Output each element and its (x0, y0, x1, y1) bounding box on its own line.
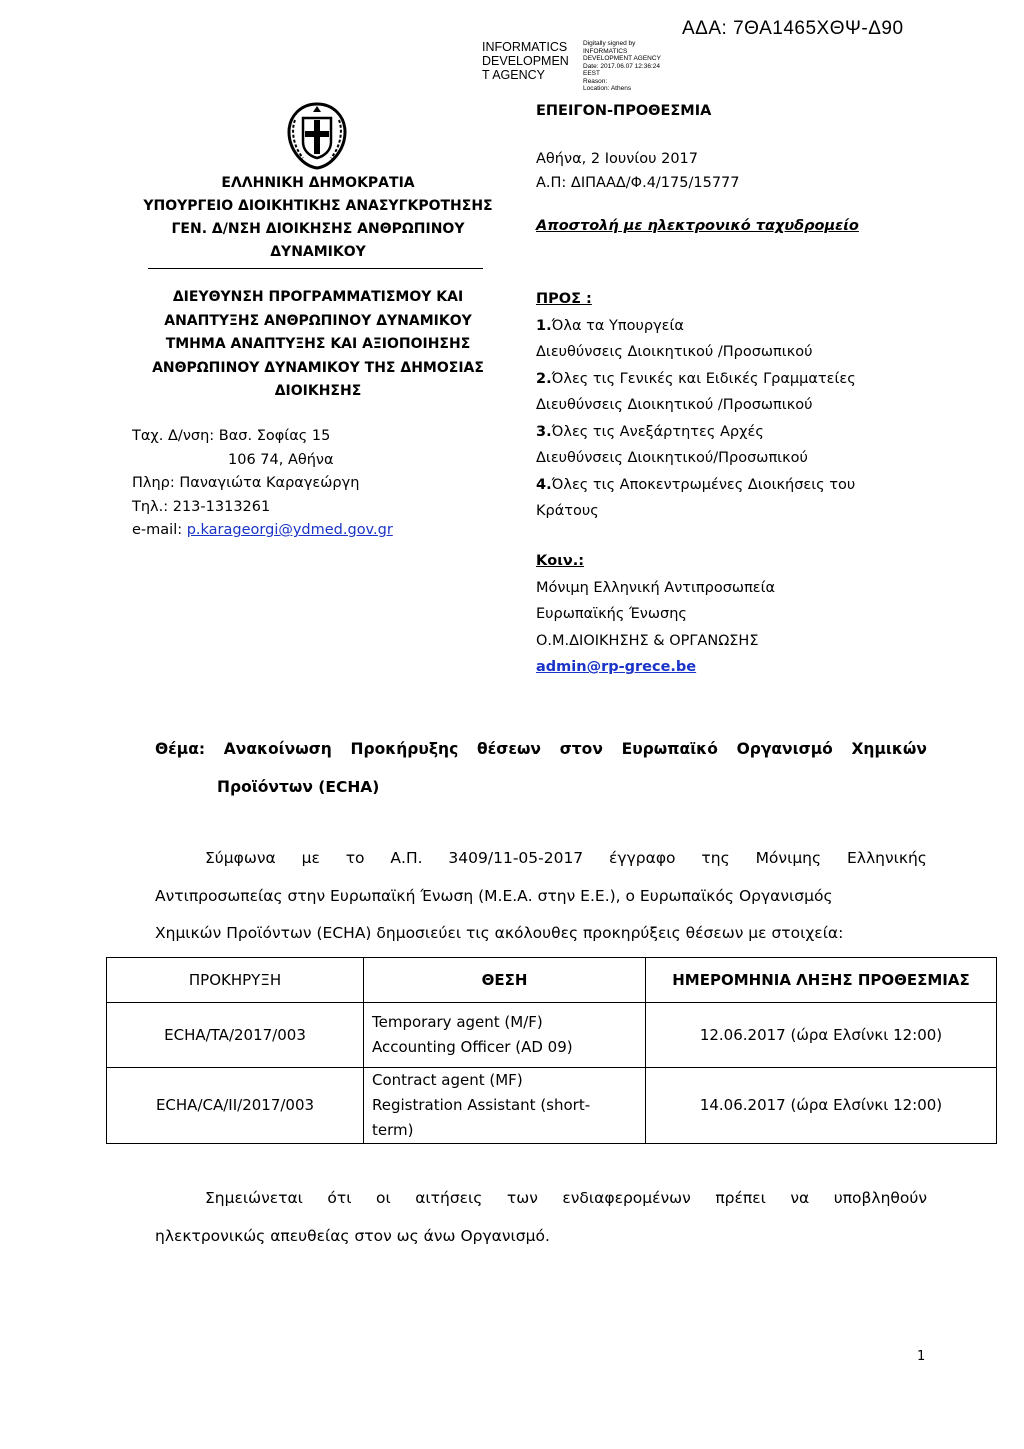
word: πρέπει (715, 1189, 766, 1207)
paragraph-line (155, 1180, 927, 1218)
position-line: Contract agent (MF) (372, 1071, 523, 1089)
subject-word: Προκήρυξης (350, 740, 459, 758)
recipient-text: Όλες τις Αποκεντρωμένες Διοικήσεις του (551, 476, 856, 493)
word: Μόνιμης (755, 849, 822, 867)
word: Σύμφωνα (205, 849, 276, 867)
position-line: Temporary agent (M/F) (372, 1013, 543, 1031)
recipient-sub: Διευθύνσεις Διοικητικού /Προσωπικού (536, 397, 813, 413)
cc-heading: Κοιν.: (536, 553, 585, 569)
division-line: ΤΜΗΜΑ ΑΝΑΠΤΥΞΗΣ ΚΑΙ ΑΞΙΟΠΟΙΗΣΗΣ (165, 336, 471, 352)
issuer-line: ΕΛΛΗΝΙΚΗ ΔΗΜΟΚΡΑΤΙΑ (221, 175, 415, 191)
cc-line: Ο.Μ.ΔΙΟΙΚΗΣΗΣ & ΟΡΓΑΝΩΣΗΣ (536, 632, 759, 649)
recipient-sub: Διευθύνσεις Διοικητικού /Προσωπικού (536, 344, 813, 360)
recipients-block (536, 286, 856, 525)
word: υποβληθούν (833, 1189, 927, 1207)
table-row (107, 1003, 997, 1068)
subject-line-2: Προϊόντων (ECHA) (217, 778, 380, 796)
page-number: 1 (917, 1349, 926, 1364)
protocol-number: Α.Π: ΔΙΠΑΑΔ/Φ.4/175/15777 (536, 175, 740, 191)
recipient-sub: Κράτους (536, 503, 599, 519)
date-block (536, 147, 740, 195)
issuer-line: ΓΕΝ. Δ/ΝΣΗ ΔΙΟΙΚΗΣΗΣ ΑΝΘΡΩΠΙΝΟΥ (171, 221, 465, 237)
signature-name-line: INFORMATICS (482, 40, 568, 54)
recipient-text: Όλες τις Ανεξάρτητες Αρχές (551, 423, 764, 440)
recipient-item (536, 313, 856, 340)
contact-email-link[interactable]: p.karageorgi@ydmed.gov.gr (186, 522, 393, 538)
subject-word: Θέμα: (155, 740, 206, 758)
division-line: ΑΝΑΠΤΥΞΗΣ ΑΝΘΡΩΠΙΝΟΥ ΔΥΝΑΜΙΚΟΥ (164, 312, 472, 329)
column-header: ΗΜΕΡΟΜΗΝΙΑ ΛΗΞΗΣ ΠΡΟΘΕΣΜΙΑΣ (646, 958, 997, 1003)
signature-detail: INFORMATICS (583, 47, 628, 55)
subject-word: στον (559, 740, 603, 758)
word: της (701, 849, 730, 867)
document-date: Αθήνα, 2 Ιουνίου 2017 (536, 151, 699, 167)
position-line: term) (372, 1121, 414, 1139)
paragraph-line (155, 840, 927, 878)
word: οι (375, 1189, 391, 1207)
signature-details (583, 40, 693, 93)
recipients-heading: ΠΡΟΣ : (536, 291, 592, 307)
recipient-number: 3. (536, 423, 552, 440)
signature-name-line: T AGENCY (482, 68, 545, 82)
word: έγγραφο (609, 849, 676, 867)
word: 3409/11-05-2017 (448, 849, 584, 867)
address-line: Ταχ. Δ/νση: Βασ. Σοφίας 15 (132, 428, 331, 444)
column-header: ΠΡΟΚΗΡΥΞΗ (107, 958, 364, 1003)
word: Α.Π. (390, 849, 423, 867)
subject-word: Οργανισμό (736, 740, 833, 758)
signature-detail: EEST (583, 70, 600, 77)
word: αιτήσεις (415, 1189, 483, 1207)
word: Σημειώνεται (205, 1189, 303, 1207)
recipient-item (536, 366, 856, 393)
signature-detail: Reason: (583, 77, 608, 85)
subject-line-1 (155, 730, 927, 768)
subject-word: Ανακοίνωση (223, 740, 332, 758)
recipient-text: Όλα τα Υπουργεία (551, 317, 684, 334)
division-line: ΔΙΕΥΘΥΝΣΗ ΠΡΟΓΡΑΜΜΑΤΙΣΜΟΥ ΚΑΙ (172, 289, 464, 305)
issuer-block (118, 172, 518, 264)
word: ότι (327, 1189, 352, 1207)
subject-word: Χημικών (851, 740, 927, 758)
paragraph-line: Χημικών Προϊόντων (ECHA) δημοσιεύει τις ακόλουθες προκηρύξεις θέσεων με στοιχεία: (155, 924, 844, 942)
recipient-sub: Διευθύνσεις Διοικητικού/Προσωπικού (536, 450, 808, 466)
urgent-label: ΕΠΕΙΓΟΝ-ΠΡΟΘΕΣΜΙΑ (536, 103, 712, 119)
subject-word: Ευρωπαϊκό (621, 740, 718, 758)
cc-email-link[interactable]: admin@rp-grece.be (536, 659, 697, 675)
recipient-item (536, 472, 856, 499)
header-divider (148, 268, 483, 269)
cc-line: Ευρωπαϊκής Ένωσης (536, 606, 687, 622)
issuer-line: ΥΠΟΥΡΓΕΙΟ ΔΙΟΙΚΗΤΙΚΗΣ ΑΝΑΣΥΓΚΡΟΤΗΣΗΣ (143, 198, 493, 214)
deadline: 14.06.2017 (ώρα Ελσίνκι 12:00) (646, 1068, 997, 1144)
recipient-item (536, 419, 856, 446)
division-line: ΔΙΟΙΚΗΣΗΣ (274, 383, 362, 399)
recipient-text: Όλες τις Γενικές και Ειδικές Γραμματείες (551, 370, 856, 387)
recipient-number: 4. (536, 476, 552, 493)
email-label: e-mail: (132, 522, 187, 538)
greek-emblem-icon (281, 100, 353, 172)
position-line: Registration Assistant (short- (372, 1096, 591, 1114)
division-block (118, 286, 518, 404)
paragraph-line: ηλεκτρονικώς απευθείας στον ως άνω Οργανισμό. (155, 1226, 550, 1245)
table-header-row (107, 958, 997, 1003)
paragraph-line: Αντιπροσωπείας στην Ευρωπαϊκή Ένωση (Μ.Ε.Α. στην Ε.Ε.), ο Ευρωπαϊκός Οργανισμός (155, 886, 833, 905)
contact-email-row (132, 519, 393, 543)
word: Ελληνικής (846, 849, 927, 867)
contact-block (132, 425, 393, 543)
signature-detail: Location: Athens (583, 85, 632, 92)
subject (155, 730, 927, 806)
deadline: 12.06.2017 (ώρα Ελσίνκι 12:00) (646, 1003, 997, 1068)
position-line: Accounting Officer (AD 09) (372, 1038, 573, 1056)
cc-line: Μόνιμη Ελληνική Αντιπροσωπεία (536, 579, 776, 596)
column-header: ΘΕΣΗ (364, 958, 646, 1003)
recipient-number: 1. (536, 317, 552, 334)
body-paragraph-2 (155, 1180, 927, 1255)
table-row (107, 1068, 997, 1144)
signature-detail: DEVELOPMENT AGENCY (583, 55, 661, 62)
word: ενδιαφερομένων (562, 1189, 691, 1207)
issuer-line: ΔΥΝΑΜΙΚΟΥ (270, 244, 366, 260)
delivery-method: Αποστολή με ηλεκτρονικό ταχυδρομείο (536, 218, 859, 234)
signature-detail: Date: 2017.06.07 12:36:24 (583, 62, 660, 70)
vacancy-reference: ECHA/CA/II/2017/003 (107, 1068, 364, 1144)
position-cell (364, 1003, 646, 1068)
subject-word: θέσεων (476, 740, 541, 758)
vacancy-reference: ECHA/TA/2017/003 (107, 1003, 364, 1068)
signature-name (482, 40, 582, 82)
signature-detail: Digitally signed by (583, 40, 636, 47)
recipient-number: 2. (536, 370, 552, 387)
word: να (790, 1189, 810, 1207)
cc-block (536, 548, 775, 681)
contact-person: Πληρ: Παναγιώτα Καραγεώργη (132, 475, 360, 491)
contact-phone: Τηλ.: 213-1313261 (132, 498, 271, 515)
word: το (345, 849, 365, 867)
signature-name-line: DEVELOPMEN (482, 54, 569, 68)
word: με (301, 849, 320, 867)
address-line-2: 106 74, Αθήνα (228, 451, 334, 468)
position-cell (364, 1068, 646, 1144)
word: των (506, 1189, 538, 1207)
positions-table (106, 957, 997, 1144)
ada-code: ΑΔΑ: 7ΘΑ1465ΧΘΨ-Δ90 (682, 18, 904, 39)
division-line: ΑΝΘΡΩΠΙΝΟΥ ΔΥΝΑΜΙΚΟΥ ΤΗΣ ΔΗΜΟΣΙΑΣ (152, 359, 484, 376)
body-paragraph-1 (155, 840, 927, 953)
